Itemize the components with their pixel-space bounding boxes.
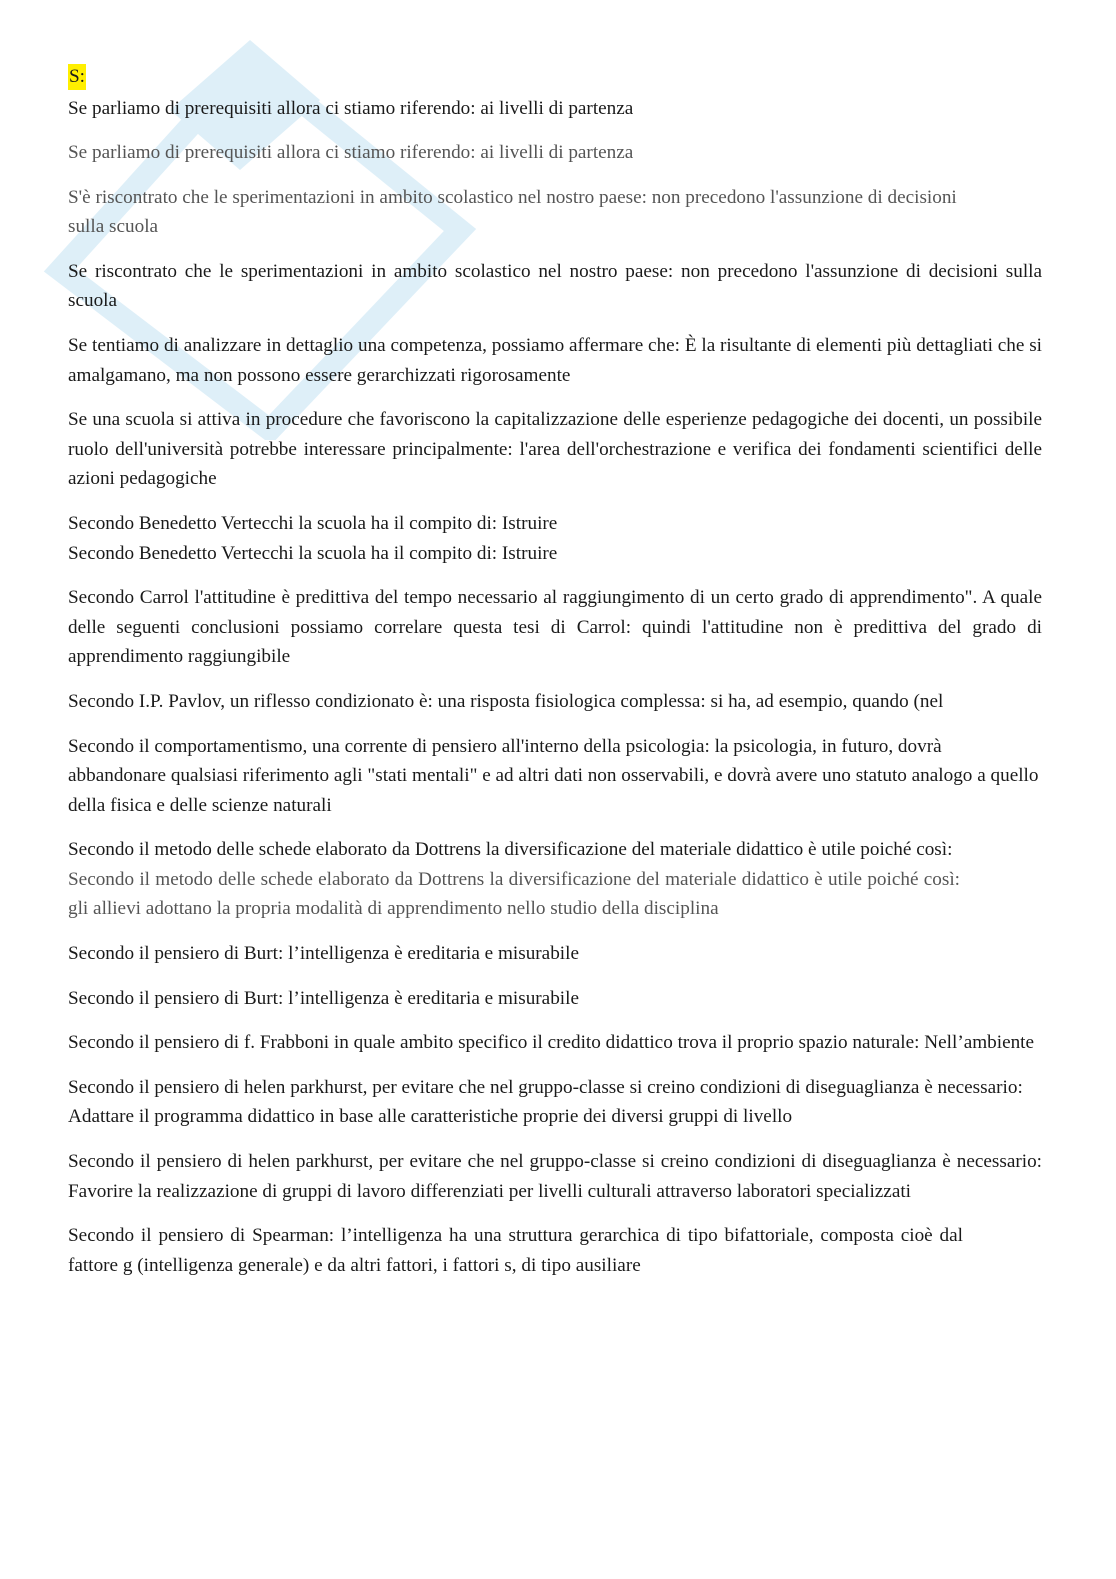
entry-18: Secondo il pensiero di helen parkhurst, per evitare che nel gruppo-classe si creino condizioni di diseguaglianza è necessario: Favorire la realizzazione di gruppi di lavoro differenziati per livelli culturali attraverso laboratori specializzati <box>68 1151 1042 1202</box>
entry-1: Se parliamo di prerequisiti allora ci stiamo riferendo: ai livelli di partenza <box>68 98 634 119</box>
entry-12: Secondo il metodo delle schede elaborato da Dottrens la diversificazione del materiale didattico è utile poiché così: <box>68 839 953 861</box>
section-heading: S: <box>68 64 86 90</box>
entry-19: Secondo il pensiero di Spearman: l’intelligenza ha una struttura gerarchica di tipo bifattoriale, composta cioè dal fattore g (intelligenza generale) e da altri fattori, i fattori s, di tipo ausiliare <box>68 1225 963 1276</box>
entry-14: Secondo il pensiero di Burt: l’intelligenza è ereditaria e misurabile <box>68 943 579 965</box>
entry-6: Se una scuola si attiva in procedure che favoriscono la capitalizzazione delle esperienze pedagogiche dei docenti, un possibile ruolo dell'università potrebbe interessare principalmente: l'area dell'orchestrazione e verifica dei fondamenti scientifici delle azioni pedagogiche <box>68 409 1042 490</box>
entry-7: Secondo Benedetto Vertecchi la scuola ha il compito di: Istruire <box>68 512 558 534</box>
entry-10: Secondo I.P. Pavlov, un riflesso condizionato è: una risposta fisiologica complessa: si ha, ad esempio, quando (nel <box>68 690 944 712</box>
document-content <box>68 62 1042 1295</box>
entry-3: S'è riscontrato che le sperimentazioni in ambito scolastico nel nostro paese: non precedono l'assunzione di decisioni sulla scuola <box>68 186 957 238</box>
entry-11: Secondo il comportamentismo, una corrente di pensiero all'interno della psicologia: la psicologia, in futuro, dovrà abbandonare qualsiasi riferimento agli "stati mentali" e ad altri dati non osservabili, e dovrà avere uno statuto analogo a quello della fisica e delle scienze naturali <box>68 735 1039 816</box>
entry-15: Secondo il pensiero di Burt: l’intelligenza è ereditaria e misurabile <box>68 987 579 1009</box>
entry-4: Se riscontrato che le sperimentazioni in ambito scolastico nel nostro paese: non precedono l'assunzione di decisioni sulla scuola <box>68 260 1042 312</box>
entry-16: Secondo il pensiero di f. Frabboni in quale ambito specifico il credito didattico trova il proprio spazio naturale: Nell’ambiente <box>68 1032 1035 1054</box>
entry-5: Se tentiamo di analizzare in dettaglio una competenza, possiamo affermare che: È la risultante di elementi più dettagliati che si amalgamano, ma non possono essere gerarchizzati rigorosamente <box>68 334 1042 386</box>
entry-8: Secondo Benedetto Vertecchi la scuola ha il compito di: Istruire <box>68 542 558 564</box>
entry-2: Se parliamo di prerequisiti allora ci stiamo riferendo: ai livelli di partenza <box>68 142 634 163</box>
entry-17: Secondo il pensiero di helen parkhurst, per evitare che nel gruppo-classe si creino condizioni di diseguaglianza è necessario: Adattare il programma didattico in base alle caratteristiche proprie dei diversi gruppi di livello <box>68 1076 1023 1128</box>
entry-13: Secondo il metodo delle schede elaborato da Dottrens la diversificazione del materiale didattico è utile poiché così: gli allievi adottano la propria modalità di apprendimento nello studio della disciplina <box>68 868 960 920</box>
entry-9: Secondo Carrol l'attitudine è predittiva del tempo necessario al raggiungimento di un certo grado di apprendimento". A quale delle seguenti conclusioni possiamo correlare questa tesi di Carrol: quindi l'attitudine non è predittiva del grado di apprendimento raggiungibile <box>68 587 1042 668</box>
